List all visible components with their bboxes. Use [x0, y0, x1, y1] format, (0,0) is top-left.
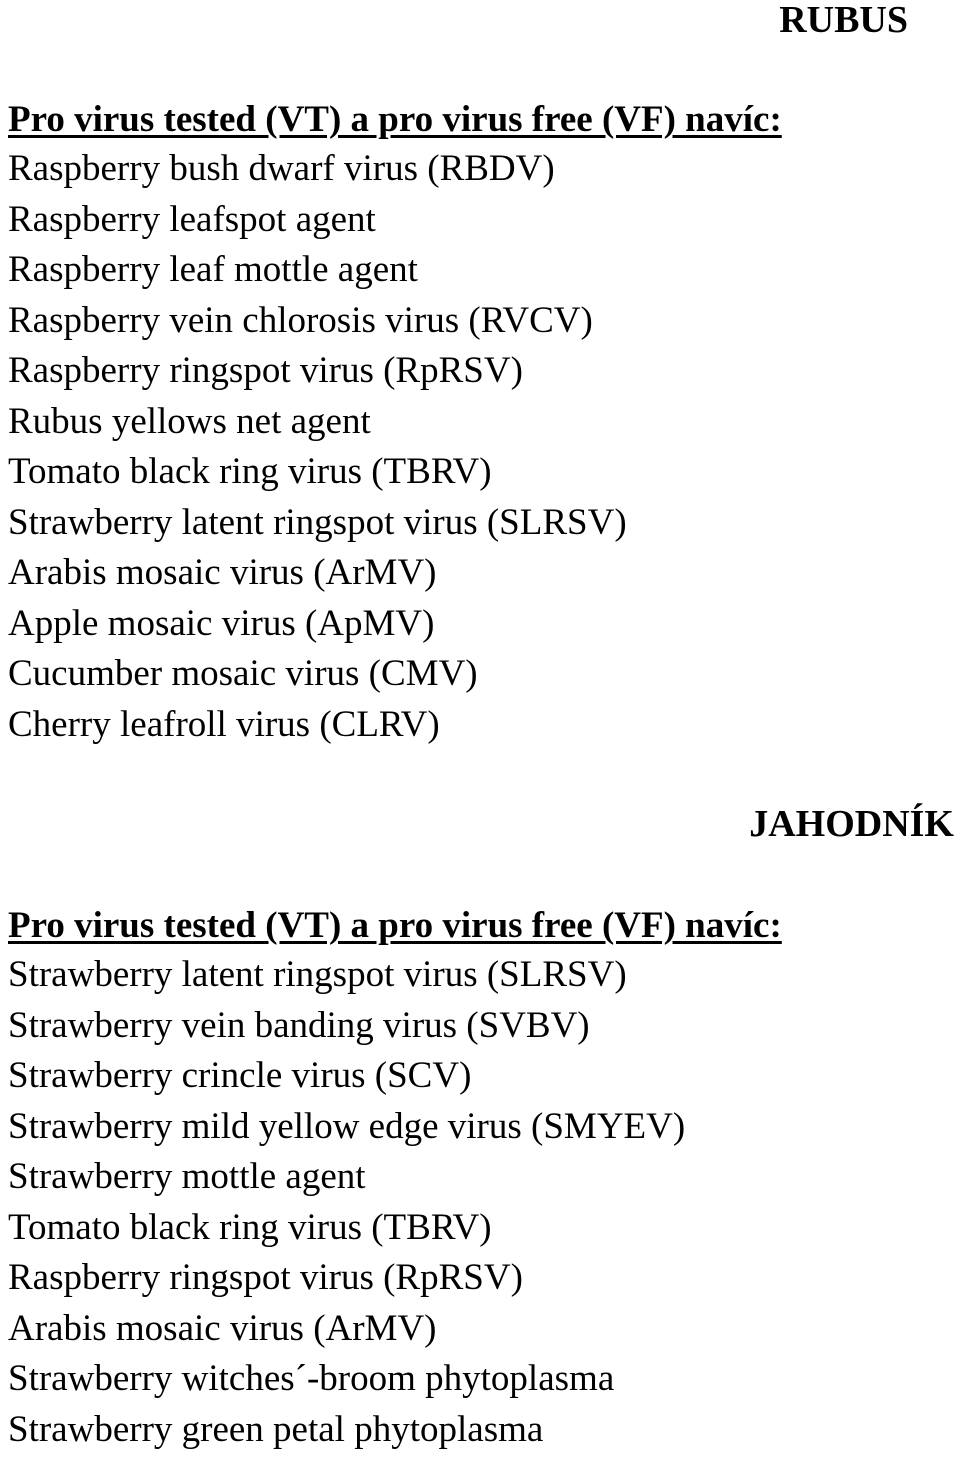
list-item: Rubus yellows net agent: [8, 402, 627, 453]
list-item: Strawberry mild yellow edge virus (SMYEV): [8, 1107, 685, 1158]
list-item: Strawberry latent ringspot virus (SLRSV): [8, 503, 627, 554]
list-item: Tomato black ring virus (TBRV): [8, 452, 627, 503]
list-item: Arabis mosaic virus (ArMV): [8, 1309, 685, 1360]
list-item: Strawberry green petal phytoplasma: [8, 1410, 685, 1460]
list-item: Raspberry vein chlorosis virus (RVCV): [8, 301, 627, 352]
rubus-subheading: Pro virus tested (VT) a pro virus free (VF) navíc:: [8, 100, 782, 140]
list-item: Tomato black ring virus (TBRV): [8, 1208, 685, 1259]
list-item: Strawberry vein banding virus (SVBV): [8, 1006, 685, 1057]
list-item: Cucumber mosaic virus (CMV): [8, 654, 627, 705]
jahodnik-virus-list: [8, 955, 685, 1460]
list-item: Arabis mosaic virus (ArMV): [8, 553, 627, 604]
list-item: Raspberry ringspot virus (RpRSV): [8, 1258, 685, 1309]
jahodnik-subheading: Pro virus tested (VT) a pro virus free (VF) navíc:: [8, 906, 782, 946]
list-item: Strawberry mottle agent: [8, 1157, 685, 1208]
list-item: Raspberry ringspot virus (RpRSV): [8, 351, 627, 402]
list-item: Raspberry bush dwarf virus (RBDV): [8, 149, 627, 200]
rubus-heading: RUBUS: [779, 0, 908, 40]
list-item: Strawberry witches´-broom phytoplasma: [8, 1359, 685, 1410]
jahodnik-heading: JAHODNÍK: [749, 804, 954, 844]
list-item: Cherry leafroll virus (CLRV): [8, 705, 627, 756]
list-item: Raspberry leafspot agent: [8, 200, 627, 251]
list-item: Strawberry crincle virus (SCV): [8, 1056, 685, 1107]
list-item: Strawberry latent ringspot virus (SLRSV): [8, 955, 685, 1006]
list-item: Apple mosaic virus (ApMV): [8, 604, 627, 655]
list-item: Raspberry leaf mottle agent: [8, 250, 627, 301]
rubus-virus-list: [8, 149, 627, 755]
